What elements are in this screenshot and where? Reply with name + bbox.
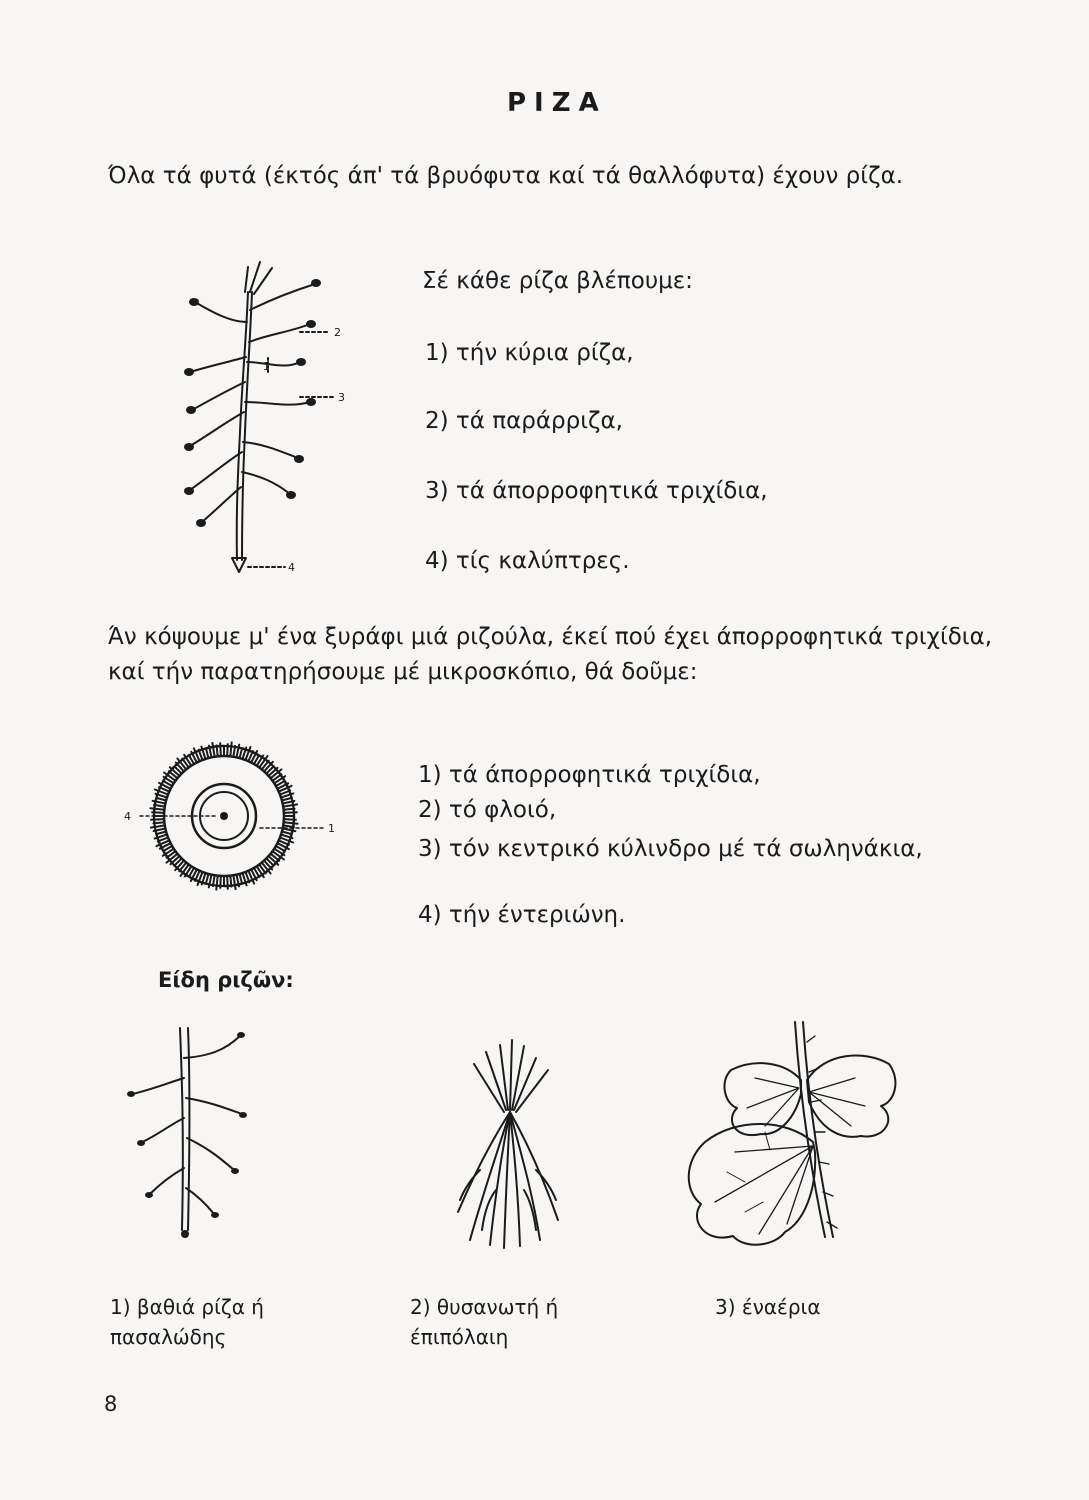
root-hair	[227, 744, 228, 756]
root-hair	[150, 808, 164, 809]
root-hair	[282, 798, 292, 801]
root-hair	[220, 876, 221, 888]
root-hair	[240, 874, 243, 884]
section-item: 3) τόν κεντρικό κύλινδρο μέ τά σωληνάκια,	[418, 836, 923, 862]
root-hair	[216, 876, 217, 890]
root-hair	[212, 743, 214, 757]
section-item: 4) τήν έντεριώνη.	[418, 902, 626, 928]
root-part-item: 1) τήν κύρια ρίζα,	[425, 340, 634, 366]
root-hair	[230, 742, 231, 756]
cross-section-paragraph: Άν κόψουμε μ' ένα ξυράφι μιά ριζούλα, έκεί πού έχει άπορροφητικά τριχίδια, καί τήν παρατηρήσουμε μέ μικροσκόπιο, θά δοῦμε:	[108, 624, 993, 685]
root-hair	[156, 832, 166, 835]
fibrous-root-illustration	[440, 1040, 580, 1250]
root-hair	[233, 875, 235, 889]
root-hair	[217, 745, 218, 756]
section-label-1: 1	[328, 822, 335, 835]
root-type-caption: 1) βαθιά ρίζα ή πασαλώδης	[110, 1295, 264, 1349]
root-parts-heading: Σέ κάθε ρίζα βλέπουμε:	[422, 268, 693, 294]
root-types-heading: Είδη ριζῶν:	[158, 968, 294, 992]
root-hair	[284, 822, 298, 823]
cross-section-diagram	[120, 728, 350, 908]
root-parts-diagram	[150, 262, 370, 582]
root-label-1: 1	[263, 360, 270, 373]
root-hair	[284, 812, 297, 813]
root-hair	[206, 874, 209, 884]
root-hair	[153, 822, 164, 823]
root-hair	[240, 748, 243, 758]
intro-paragraph: Όλα τά φυτά (έκτός άπ' τά βρυόφυτα καί τά θαλλόφυτα) έχουν ρίζα.	[108, 163, 904, 189]
root-hair	[284, 819, 296, 820]
root-hair	[282, 832, 292, 835]
section-label-4: 4	[124, 810, 131, 823]
root-type-caption: 3) έναέρια	[715, 1295, 821, 1319]
root-label-3: 3	[338, 391, 345, 404]
root-part-item: 4) τίς καλύπτρες.	[425, 548, 630, 574]
aerial-root-illustration	[675, 1022, 935, 1252]
root-hair	[227, 876, 228, 889]
root-hair	[152, 812, 164, 813]
page-number: 8	[104, 1392, 118, 1416]
root-part-item: 2) τά παράρριζα,	[425, 408, 623, 434]
root-hair	[151, 819, 164, 820]
root-hair	[283, 804, 297, 806]
root-hair	[206, 748, 209, 758]
root-label-2: 2	[334, 326, 341, 339]
root-hair	[284, 809, 295, 810]
root-hair	[156, 798, 166, 801]
section-item: 2) τό φλοιό,	[418, 797, 557, 823]
root-hair	[220, 743, 221, 756]
taproot-illustration	[120, 1018, 290, 1248]
root-label-4: 4	[288, 561, 295, 574]
root-type-caption: 2) θυσανωτή ή έπιπόλαιη	[410, 1295, 559, 1349]
section-item: 1) τά άπορροφητικά τριχίδια,	[418, 762, 761, 788]
root-hair	[230, 876, 231, 887]
root-part-item: 3) τά άπορροφητικά τριχίδια,	[425, 478, 768, 504]
page-title: ΡΙΖΑ	[507, 88, 607, 118]
root-hair	[151, 825, 165, 827]
